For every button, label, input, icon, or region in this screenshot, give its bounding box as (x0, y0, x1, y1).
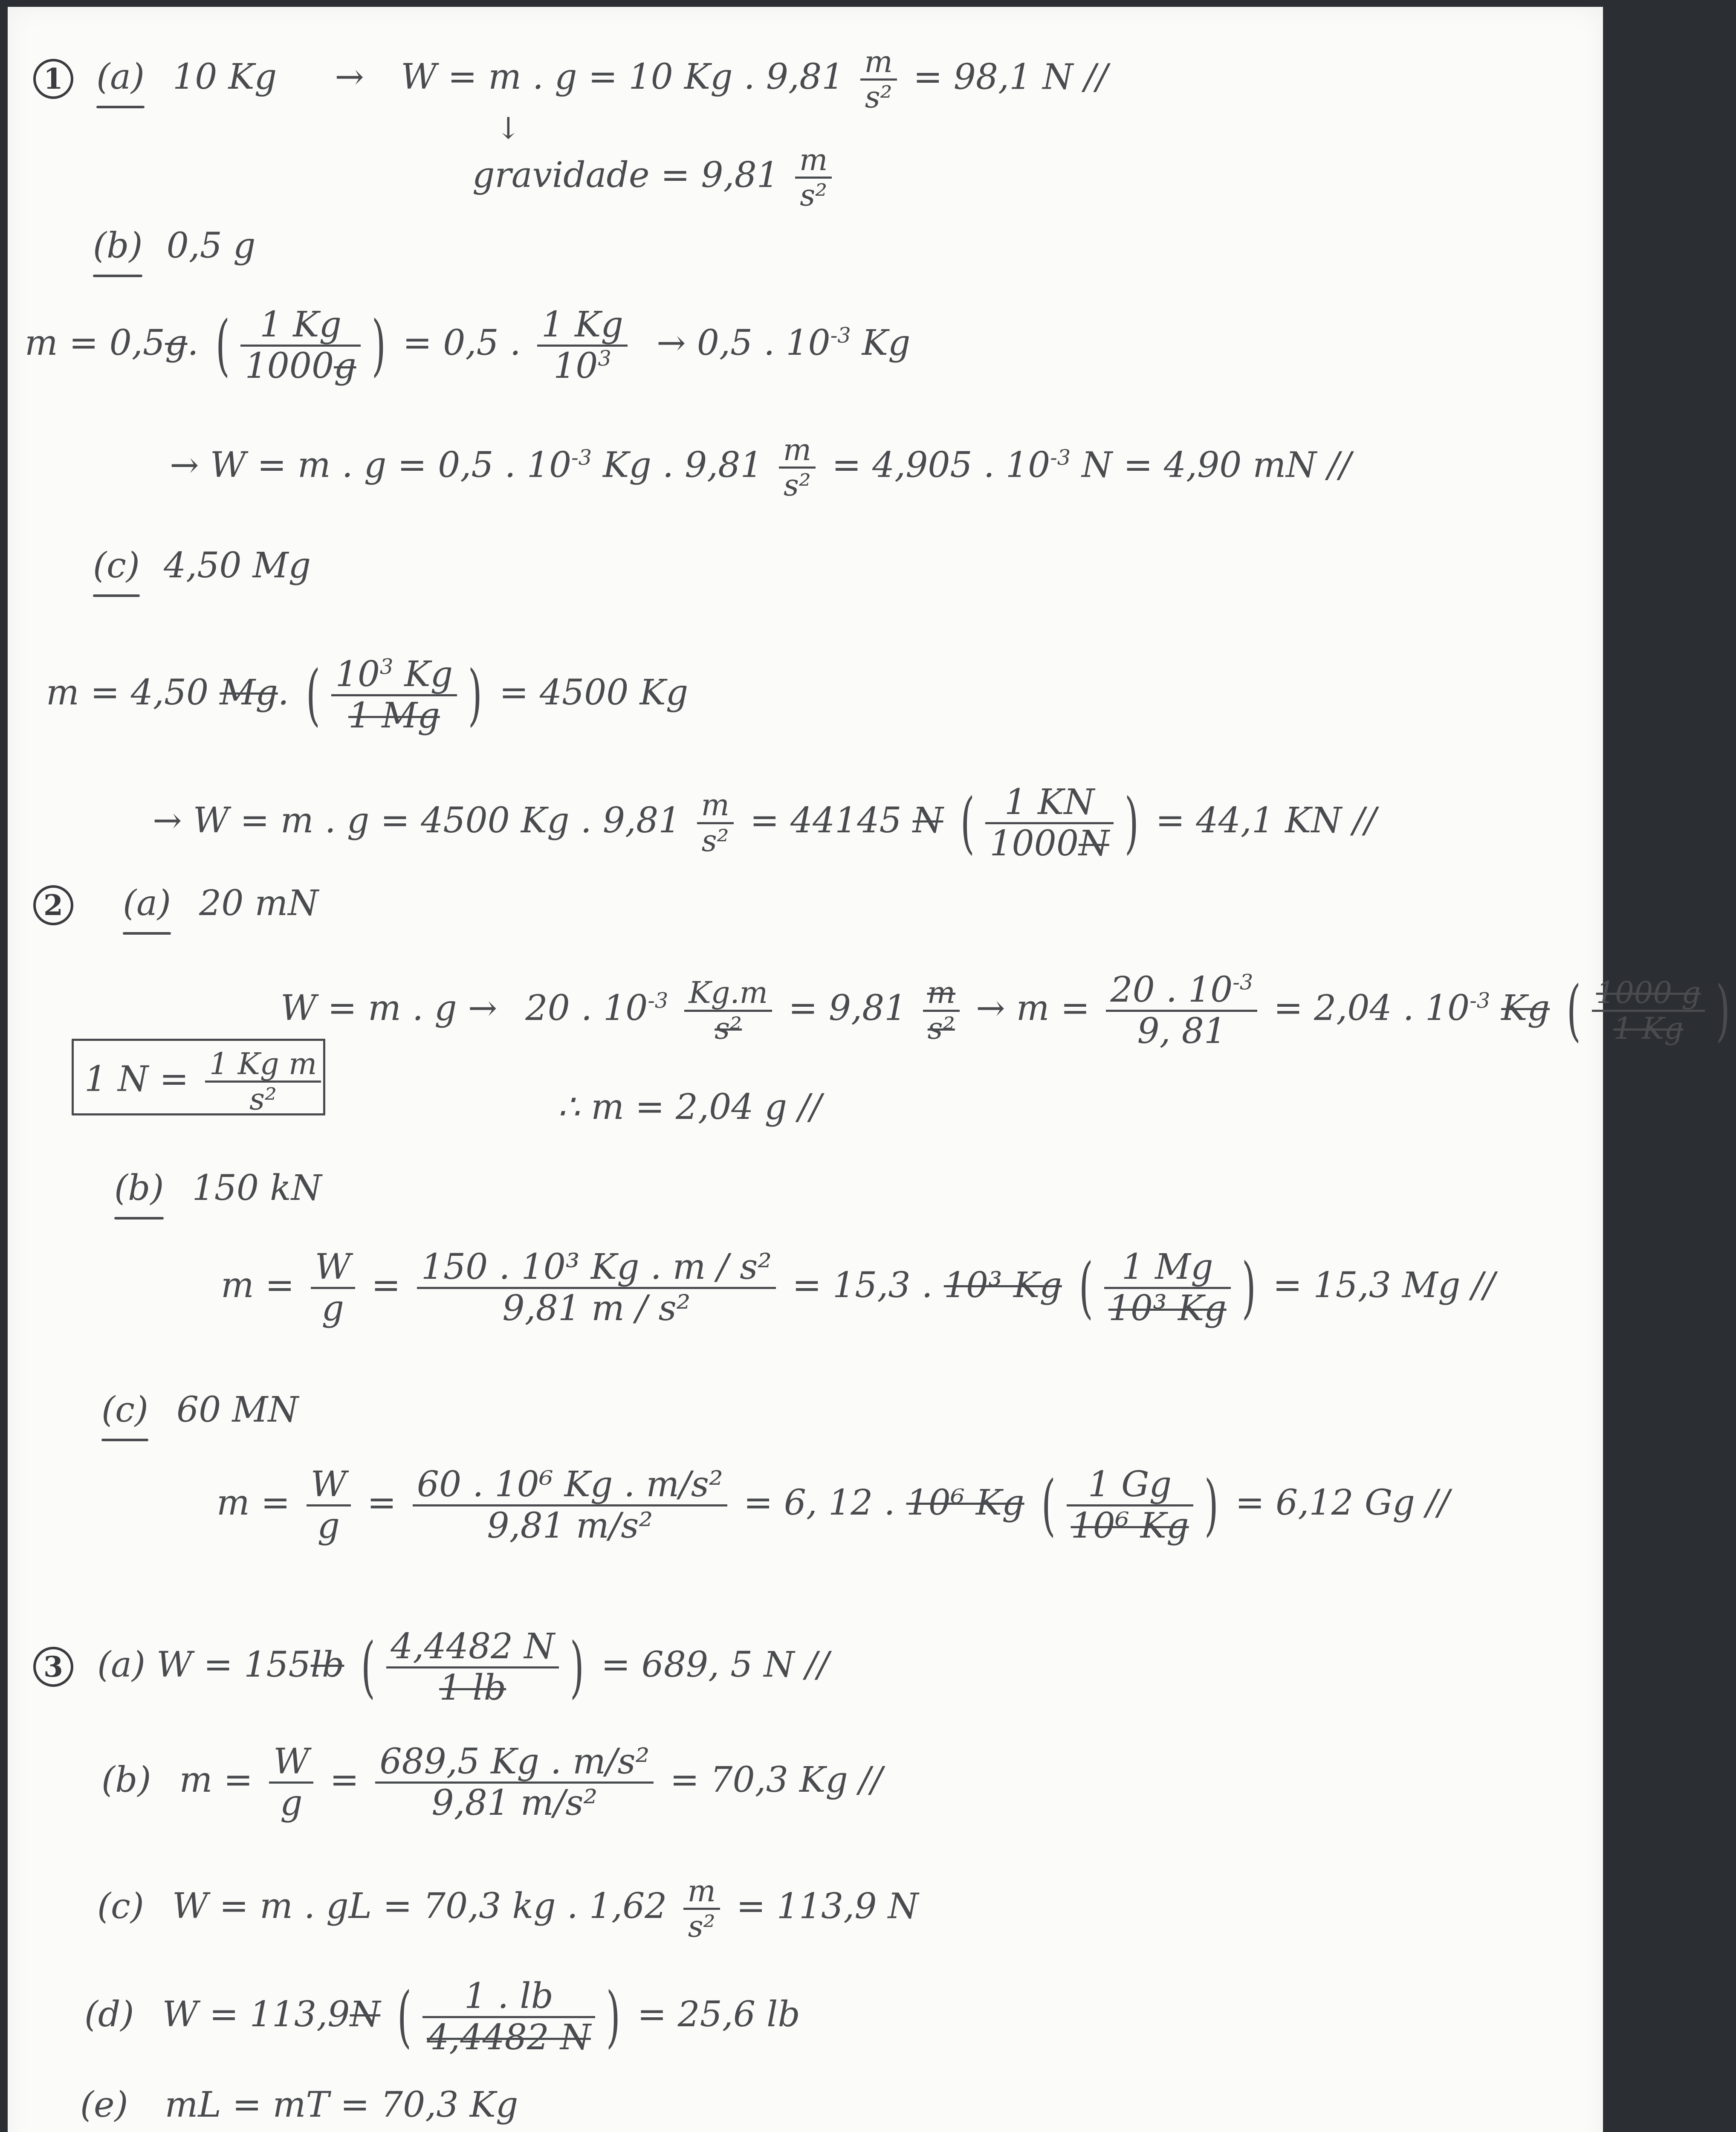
part-label: (d) (84, 1994, 134, 2035)
unit-definition (84, 1047, 326, 1116)
part-label: (e) (80, 2085, 128, 2125)
result: = 689, 5 N (601, 1644, 795, 1685)
mass-eq: → m = (976, 988, 1090, 1028)
result: ∴ m = 2,04 g (558, 1087, 787, 1127)
end-mark: // (859, 1759, 883, 1800)
problem-3-part-e (80, 2085, 518, 2125)
weight-mid: = 44145 (750, 800, 902, 841)
part-label: (a) (123, 883, 171, 924)
conversion-fraction: $\frac{1 Gg}{\text{10⁶ Kg}}$ (1067, 1465, 1193, 1546)
exponent: -3 (571, 445, 592, 470)
equals: = (330, 1759, 359, 1800)
result: = 25,6 lb (637, 1994, 800, 2035)
mass-start: m = 4,50 (46, 672, 209, 713)
cancelled-unit: g (165, 322, 188, 363)
value-fraction: $\frac{\text{150 . 10³ Kg . m / s²}}{\text{9,81 m / s²}}$ (417, 1248, 776, 1328)
cancelled-unit: N (350, 1994, 381, 2035)
end-mark: // (1328, 445, 1351, 486)
unit-def-label: 1 N = (84, 1059, 189, 1100)
equals: = (371, 1265, 401, 1306)
result-sci: = 4,905 . 10 (832, 445, 1050, 486)
result: N = 4,90 mN (1082, 445, 1317, 486)
weight-given: W = 113,9 (162, 1994, 350, 2035)
problem-1-part-c-title (93, 545, 311, 586)
unit-fraction: $\frac{m}{\text{s²}}$ (779, 433, 816, 502)
gravity-note (472, 143, 837, 212)
result: = 6,12 Gg (1235, 1482, 1415, 1523)
mass-eq: m = (221, 1265, 295, 1306)
result: = 15,3 Mg (1273, 1265, 1461, 1306)
conversion-fraction: $\frac{1 Kg}{10^3}$ (537, 305, 628, 386)
end-mark: // (1353, 800, 1377, 841)
cancelled-unit: N (912, 800, 943, 841)
problem-2-part-b-title (114, 1168, 322, 1208)
mass-eq: m = (179, 1759, 253, 1800)
problem-2-part-a-result (558, 1087, 822, 1127)
unit: Kg (862, 322, 911, 363)
mass-equality: mL = mT = 70,3 Kg (165, 2085, 518, 2125)
equals: = (367, 1482, 396, 1523)
formula-fraction: $\frac{W}{g}$ (269, 1742, 313, 1823)
weight-equation: W = m . g = 10 Kg . 9,81 (401, 57, 844, 98)
conversion-fraction: $\frac{1 KN}{1000N}$ (985, 783, 1113, 863)
result: = 98,1 N (913, 57, 1073, 98)
unit-fraction: $\frac{m}{\text{s²}}$ (860, 45, 897, 114)
weight-mid: Kg . 9,81 (603, 445, 763, 486)
given-value: 60 MN (176, 1390, 299, 1430)
given-value: 10 Kg (173, 57, 277, 98)
conversion-fraction: $\frac{4,4482 N}{1 lb}$ (386, 1627, 559, 1708)
cancelled-unit: lb (310, 1644, 344, 1685)
conversion-fraction: $\frac{1000 g}{1 Kg}$ (1592, 976, 1705, 1045)
dot: . (278, 672, 289, 713)
mid-eq: = 0,5 . (402, 322, 521, 363)
formula-fraction: $\frac{W}{g}$ (311, 1248, 355, 1328)
result-sci: = 2,04 . 10 (1273, 988, 1470, 1028)
exponent: -3 (648, 988, 668, 1013)
problem-3-part-c (97, 1874, 918, 1944)
problem-2-part-c-title (101, 1390, 299, 1430)
problem-1-number: 1 (33, 59, 73, 99)
conversion-fraction: $\frac{1 Kg}{1000g}$ (240, 305, 360, 386)
weight-formula: W = m . g → (281, 988, 498, 1028)
conversion-fraction: $\frac{1 Mg}{\text{10³ Kg}}$ (1104, 1248, 1231, 1328)
end-mark: // (805, 1644, 829, 1685)
part-label: (c) (101, 1390, 148, 1430)
unit-fraction: $\frac{m}{\text{s²}}$ (923, 976, 960, 1045)
problem-2-part-a-line-1: W = m . g → 20 . $10^{-3}$ $\frac{Kg.m}{\text{s²}}$ = 9,81 $\frac{m}{\text{s²}}$ → m = $\frac{20 . 10^{-3}}{9, 81}$ = 2,04 . $10^{-3}$ Kg ( $\frac{1000 g}{1 Kg}$ ) (281, 970, 1730, 1052)
value-fraction: $\frac{\text{689,5 Kg . m/s²}}{\text{9,81 m/s²}}$ (375, 1742, 654, 1823)
unit-definition-bracket-right (306, 1039, 325, 1115)
cancelled-unit: 10⁶ Kg (906, 1482, 1024, 1523)
part-label: (c) (93, 545, 140, 586)
unit-fraction: $\frac{m}{\text{s²}}$ (795, 143, 832, 212)
conversion-fraction: $\frac{10^3 Kg}{1 Mg}$ (331, 655, 457, 736)
mass-eq: m = (217, 1482, 290, 1523)
value-fraction: $\frac{\text{60 . 10⁶ Kg . m/s²}}{\text{9,81 m/s²}}$ (413, 1465, 727, 1546)
end-mark: // (1471, 1265, 1495, 1306)
paper-sheet (8, 7, 1730, 2132)
result-sci: = 15,3 . (792, 1265, 933, 1306)
cancelled-unit: Kg (1501, 988, 1550, 1028)
end-mark: // (1426, 1482, 1450, 1523)
result-sci: = 6, 12 . (743, 1482, 895, 1523)
dot: . (187, 322, 199, 363)
part-label: (a) (96, 57, 145, 98)
result: = 44,1 KN (1155, 800, 1342, 841)
problem-2-part-a-title (33, 885, 318, 925)
mass-fraction: $\frac{20 . 10^{-3}}{9, 81}$ (1106, 970, 1257, 1051)
problem-2-number: 2 (33, 885, 73, 925)
given-value: 4,50 Mg (164, 545, 311, 586)
problem-1-part-a (33, 45, 1108, 114)
unit-fraction: $\frac{Kg.m}{\text{s²}}$ (684, 976, 772, 1045)
result: = 70,3 Kg (670, 1759, 848, 1800)
moon-weight-eq: W = m . gL = 70,3 kg . 1,62 (172, 1886, 667, 1927)
end-mark: // (798, 1087, 822, 1127)
problem-2-part-c-line-1: m = $\frac{W}{g}$ = $\frac{\text{60 . 10⁶ Kg . m/s²}}{\text{9,81 m/s²}}$ = 6, 12 . 10⁶ Kg ( $\frac{1 Gg}{\text{10⁶ Kg}}$ ) = 6,12 Gg // (217, 1464, 1450, 1546)
gravity-arrow: ↓ (496, 111, 521, 146)
gravity-value: = 9,81 (788, 988, 907, 1028)
gravity-text: gravidade = 9,81 (472, 155, 779, 196)
unit-fraction: $\frac{m}{\text{s²}}$ (697, 788, 734, 857)
formula-fraction: $\frac{W}{g}$ (307, 1465, 351, 1546)
mass-start: m = 0,5 (25, 322, 165, 363)
problem-3-part-d: (d) W = 113,9N ( $\frac{1 . lb}{4,4482 N}$ ) = 25,6 lb (84, 1976, 800, 2058)
given-sci: 20 . 10 (525, 988, 648, 1028)
weight-start: → W = m . g = 4500 Kg . 9,81 (153, 800, 681, 841)
cancelled-unit: Mg (220, 672, 278, 713)
problem-1-part-b-title (93, 226, 256, 266)
problem-3-part-b (101, 1742, 882, 1823)
problem-1-part-c-line-1: m = 4,50 Mg. ( $\frac{10^3 Kg}{1 Mg}$ ) = 4500 Kg (46, 654, 689, 736)
part-label: (c) (97, 1886, 144, 1927)
problem-1-part-b-line-1: m = 0,5g. ( $\frac{1 Kg}{1000g}$ ) = 0,5 . $\frac{1 Kg}{10^3}$ → 0,5 . $10^{-3}$ Kg (25, 304, 911, 386)
exponent: -3 (1050, 445, 1071, 470)
problem-1-part-c-line-2: → W = m . g = 4500 Kg . 9,81 $\frac{m}{\text{s²}}$ = 44145 N ( $\frac{1 KN}{1000N}$ ) = 44,1 KN // (153, 782, 1377, 864)
part-label: (a) (97, 1644, 145, 1685)
part-label: (b) (114, 1168, 164, 1208)
part-label: (b) (93, 226, 143, 266)
given-value: 0,5 g (166, 226, 256, 266)
result: = 113,9 N (736, 1886, 919, 1927)
problem-3-part-a: 3 (a) W = 155lb ( $\frac{4,4482 N}{1 lb}$ ) = 689, 5 N // (33, 1627, 829, 1708)
exponent: -3 (1470, 988, 1490, 1013)
exponent: -3 (830, 323, 851, 348)
unit-fraction: $\frac{m}{\text{s²}}$ (683, 1874, 720, 1944)
problem-2-part-b-line-1: m = $\frac{W}{g}$ = $\frac{\text{150 . 10³ Kg . m / s²}}{\text{9,81 m / s²}}$ = 15,3 . 10³ Kg ( $\frac{1 Mg}{\text{10³ Kg}}$ ) = 15,3 Mg // (221, 1247, 1495, 1329)
cancelled-unit: 10³ Kg (943, 1265, 1062, 1306)
end-mark: // (1084, 57, 1108, 98)
given-value: 20 mN (199, 883, 318, 924)
result-sci: → 0,5 . 10 (657, 322, 830, 363)
result: = 4500 Kg (499, 672, 689, 713)
problem-3-number: 3 (33, 1647, 73, 1687)
unit-def-fraction: $\frac{\text{1 Kg m}}{\text{s²}}$ (205, 1047, 321, 1116)
weight-start: → W = m . g = 0,5 . 10 (170, 445, 572, 486)
problem-1-part-b-line-2 (170, 433, 1351, 502)
weight-given: W = 155 (156, 1644, 311, 1685)
conversion-fraction: $\frac{1 . lb}{4,4482 N}$ (422, 1977, 595, 2057)
arrow: → (335, 57, 364, 98)
given-value: 150 kN (192, 1168, 322, 1208)
part-label: (b) (101, 1759, 151, 1800)
